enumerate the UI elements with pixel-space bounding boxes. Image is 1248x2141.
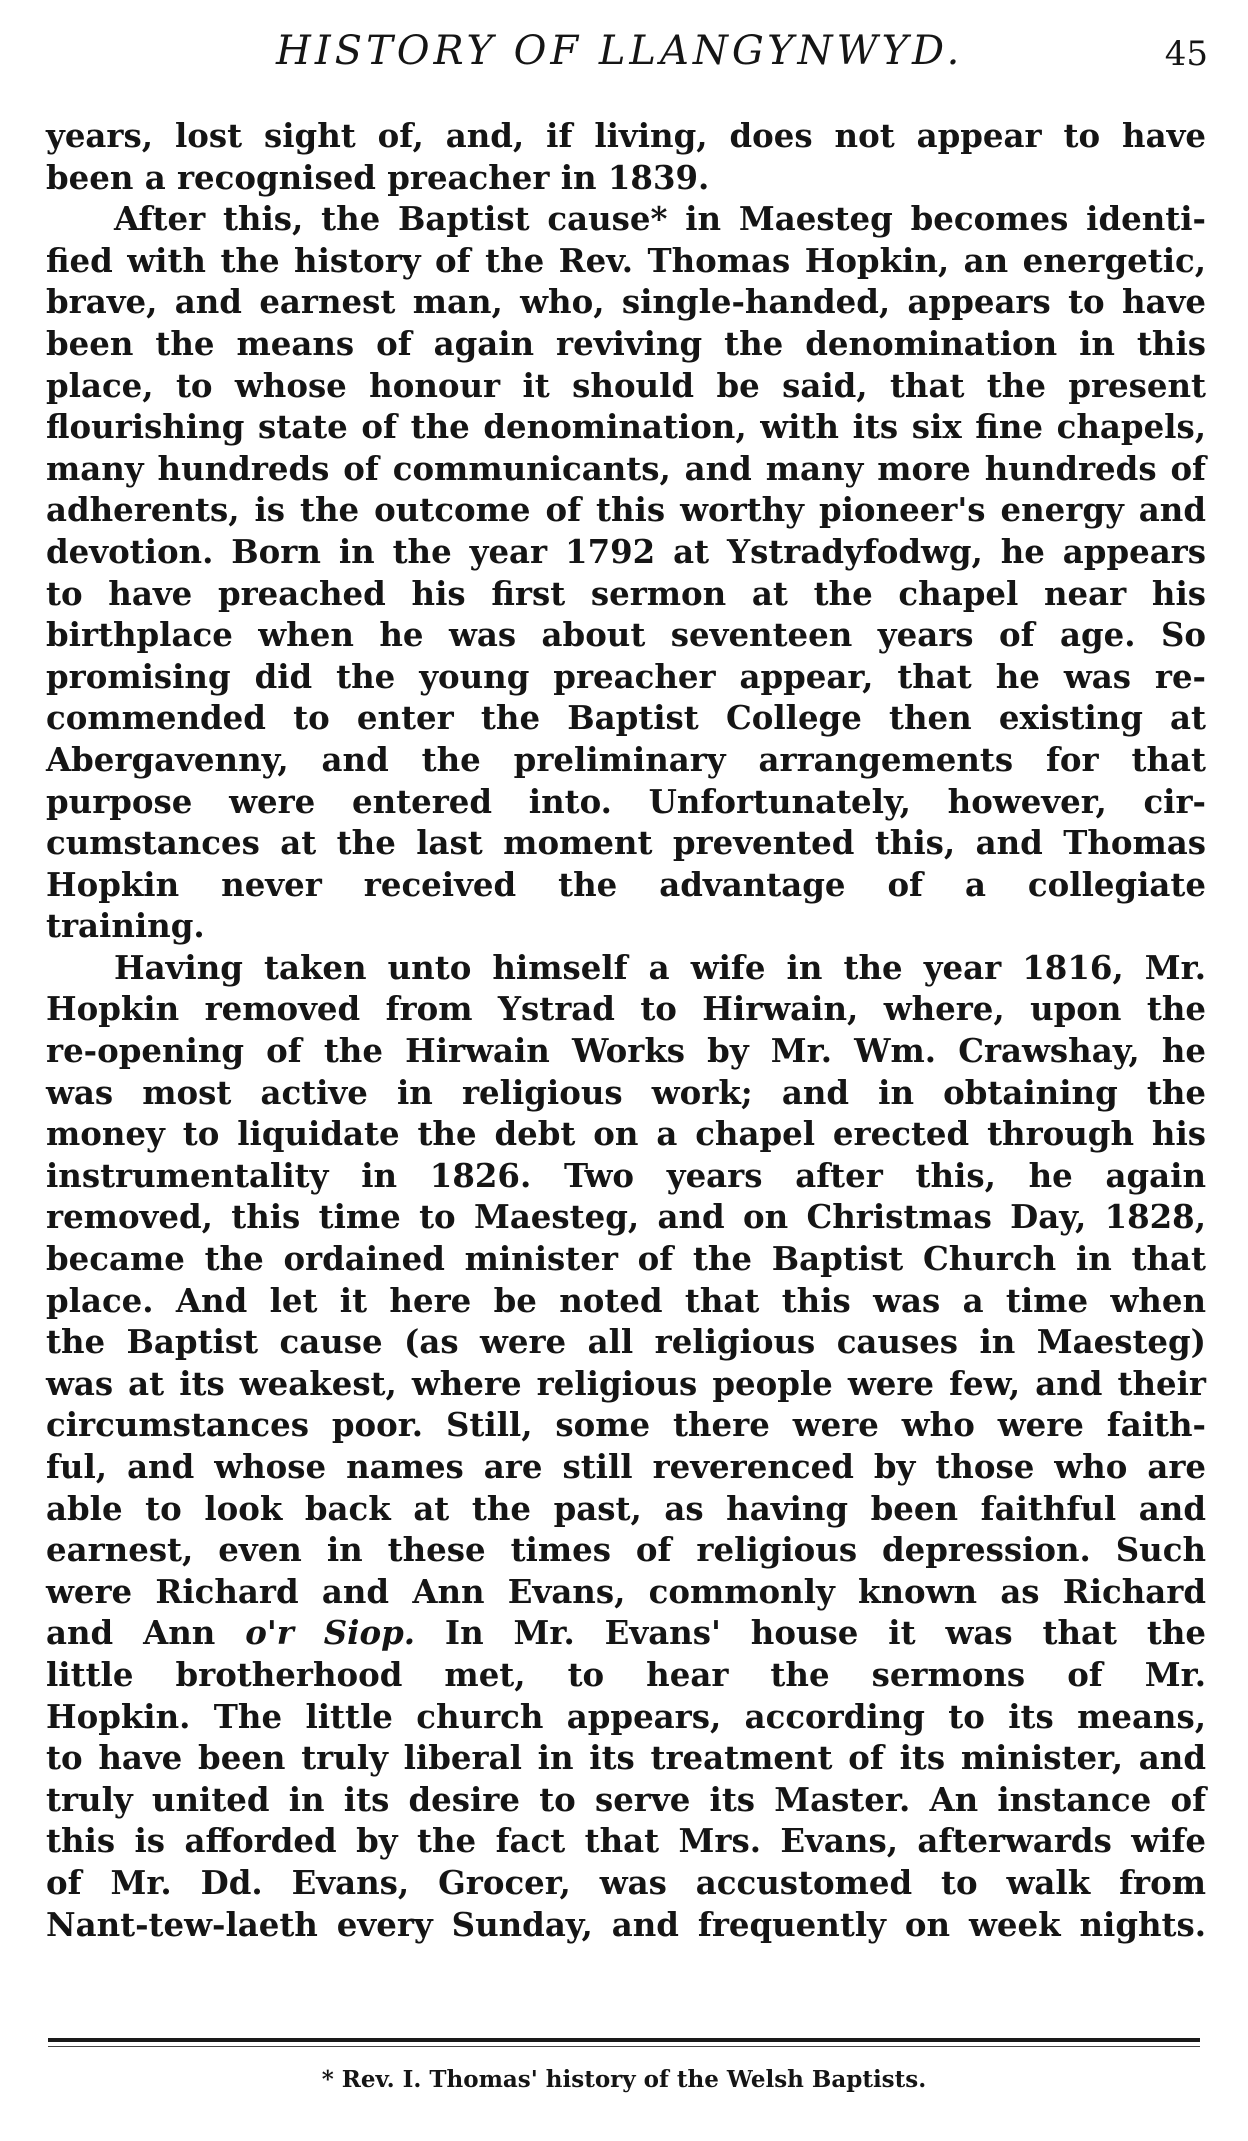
footnote: * Rev. I. Thomas' history of the Welsh Baptists. xyxy=(321,2066,927,2093)
text-line: were Richard and Ann Evans, commonly known as Richard xyxy=(46,1572,1206,1611)
running-title: HISTORY OF LLANGYNWYD. xyxy=(276,28,964,74)
text-line: instrumentality in 1826. Two years after this, he again xyxy=(46,1156,1206,1195)
text-line: promising did the young preacher appear, that he was re- xyxy=(46,657,1206,696)
text-line: money to liquidate the debt on a chapel erected through his xyxy=(46,1115,1206,1154)
text-line: removed, this time to Maesteg, and on Christmas Day, 1828, xyxy=(46,1198,1206,1237)
text-line: many hundreds of communicants, and many more hundreds of xyxy=(46,449,1206,488)
text-line: purpose were entered into. Unfortunately, however, cir- xyxy=(46,782,1206,821)
text-line: place, to whose honour it should be said, that the present xyxy=(46,366,1206,405)
text-line: the Baptist cause (as were all religious causes in Maesteg) xyxy=(46,1323,1206,1362)
text-line: to have preached his first sermon at the chapel near his xyxy=(46,574,1206,613)
text-segment: and Ann xyxy=(46,1614,246,1653)
footnote-divider-thin xyxy=(48,2046,1200,2047)
text-line: Hopkin. The little church appears, according to its means, xyxy=(46,1697,1206,1736)
text-line: little brotherhood met, to hear the sermons of Mr. xyxy=(46,1655,1206,1694)
text-line: been the means of again reviving the denomination in this xyxy=(46,324,1206,363)
text-line: flourishing state of the denomination, with its six fine chapels, xyxy=(46,408,1206,447)
text-line: brave, and earnest man, who, single-handed, appears to have xyxy=(46,283,1206,322)
text-line: birthplace when he was about seventeen years of age. So xyxy=(46,616,1206,655)
text-line: was most active in religious work; and in obtaining the xyxy=(46,1073,1206,1112)
text-line: ful, and whose names are still reverenced by those who are xyxy=(46,1448,1206,1486)
body-text xyxy=(46,116,1206,1946)
text-line: years, lost sight of, and, if living, does not appear to have xyxy=(46,117,1206,155)
footnote-divider xyxy=(48,2038,1200,2042)
text-line: re-opening of the Hirwain Works by Mr. Wm. Crawshay, he xyxy=(46,1032,1206,1071)
text-line: Hopkin never received the advantage of a collegiate xyxy=(46,865,1206,904)
text-line: fied with the history of the Rev. Thomas Hopkin, an energetic, xyxy=(46,241,1206,280)
text-line: Abergavenny, and the preliminary arrangements for that xyxy=(46,740,1206,779)
text-line: to have been truly liberal in its treatment of its minister, and xyxy=(46,1739,1206,1778)
running-head xyxy=(48,28,1208,88)
text-line: training. xyxy=(46,907,205,946)
text-line: place. And let it here be noted that this was a time when xyxy=(46,1281,1206,1320)
text-line: Having taken unto himself a wife in the year 1816, Mr. xyxy=(114,948,1206,987)
text-line: commended to enter the Baptist College then existing at xyxy=(46,699,1206,738)
italic-welsh-phrase: o'r Siop. xyxy=(245,1614,415,1653)
text-line: Nant-tew-laeth every Sunday, and frequently on week nights. xyxy=(46,1905,1206,1944)
text-line: adherents, is the outcome of this worthy pioneer's energy and xyxy=(46,491,1206,530)
text-line: able to look back at the past, as having been faithful and xyxy=(46,1489,1206,1528)
text-line-with-italic xyxy=(46,1613,1206,1655)
text-line: truly united in its desire to serve its Master. An instance of xyxy=(46,1780,1206,1819)
text-line: circumstances poor. Still, some there were who were faith- xyxy=(46,1406,1206,1445)
text-line: cumstances at the last moment prevented this, and Thomas xyxy=(46,824,1206,863)
text-line: of Mr. Dd. Evans, Grocer, was accustomed to walk from xyxy=(46,1863,1206,1902)
text-line: became the ordained minister of the Baptist Church in that xyxy=(46,1240,1206,1279)
text-line: Hopkin removed from Ystrad to Hirwain, where, upon the xyxy=(46,990,1206,1029)
page-number: 45 xyxy=(1164,34,1208,74)
text-segment: In Mr. Evans' house it was that the xyxy=(415,1614,1206,1653)
text-line: this is afforded by the fact that Mrs. Evans, afterwards wife xyxy=(46,1822,1206,1861)
text-line: was at its weakest, where religious people were few, and their xyxy=(46,1364,1206,1403)
text-line: devotion. Born in the year 1792 at Ystradyfodwg, he appears xyxy=(46,532,1206,571)
text-line: earnest, even in these times of religious depression. Such xyxy=(46,1531,1206,1570)
text-line: After this, the Baptist cause* in Maesteg becomes identi- xyxy=(114,200,1206,239)
text-line: been a recognised preacher in 1839. xyxy=(46,158,710,197)
